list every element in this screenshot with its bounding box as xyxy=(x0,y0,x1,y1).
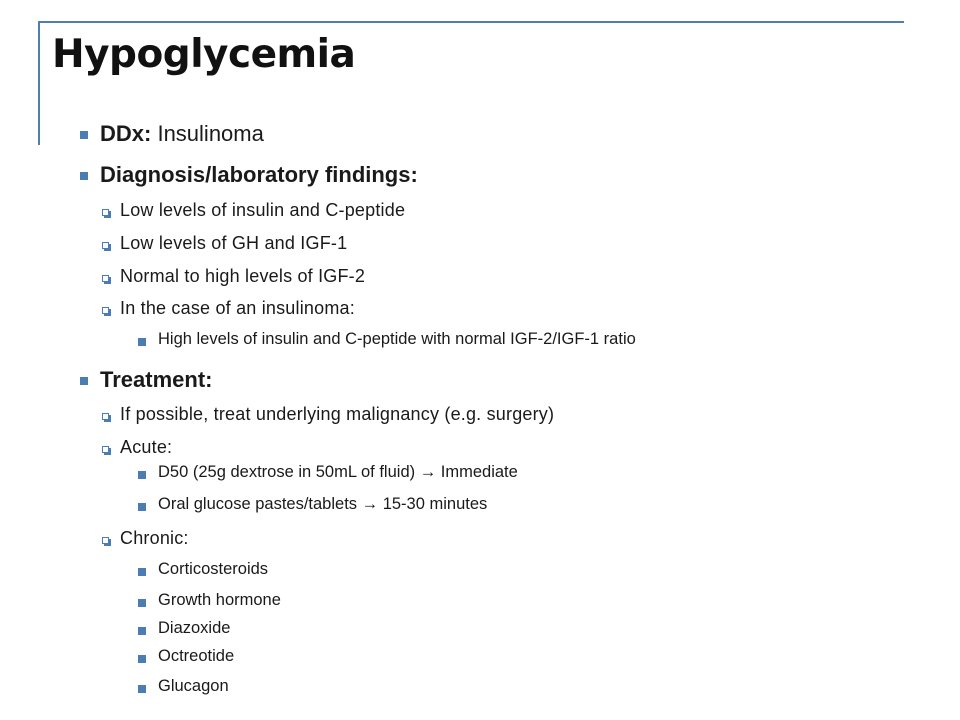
bullet-body: Chronic: xyxy=(120,528,189,548)
bullet-text xyxy=(158,647,234,666)
bullet-text xyxy=(100,121,264,147)
square-bullet-icon xyxy=(138,503,146,511)
bullet-text xyxy=(100,162,418,188)
bullet-text xyxy=(100,367,212,393)
square-bullet-icon xyxy=(80,172,88,180)
bullet-body: Glucagon xyxy=(158,677,229,695)
bullet-text xyxy=(120,528,189,549)
bullet-body: Normal to high levels of IGF-2 xyxy=(120,266,366,286)
hollow-square-bullet-icon xyxy=(102,537,109,544)
square-bullet-icon xyxy=(138,338,146,346)
hollow-square-bullet-icon xyxy=(102,446,109,453)
bullet-body: High levels of insulin and C-peptide with normal IGF-2/IGF-1 ratio xyxy=(158,330,636,348)
square-bullet-icon xyxy=(138,685,146,693)
hollow-square-bullet-icon xyxy=(102,242,109,249)
bullet-text xyxy=(158,591,281,610)
bullet-text xyxy=(120,266,365,287)
bullet-text xyxy=(120,298,355,319)
bullet-body: Low levels of GH and IGF-1 xyxy=(120,233,348,253)
bullet-text xyxy=(120,200,405,221)
bullet-body: Acute: xyxy=(120,437,173,457)
bullet-heading: Treatment: xyxy=(100,367,213,392)
bullet-text xyxy=(120,404,554,425)
square-bullet-icon xyxy=(138,568,146,576)
bullet-heading: Diagnosis/laboratory findings: xyxy=(100,162,418,187)
square-bullet-icon xyxy=(138,471,146,479)
bullet-text xyxy=(158,677,229,696)
bullet-text xyxy=(158,463,518,482)
hollow-square-bullet-icon xyxy=(102,275,109,282)
bullet-text xyxy=(158,330,636,349)
bullet-body: Octreotide xyxy=(158,647,235,665)
bullet-text xyxy=(120,233,347,254)
bullet-body: If possible, treat underlying malignancy (e.g. surgery) xyxy=(120,404,555,424)
square-bullet-icon xyxy=(80,131,88,139)
bullet-body: Diazoxide xyxy=(158,619,231,637)
bullet-text xyxy=(158,619,230,638)
hollow-square-bullet-icon xyxy=(102,307,109,314)
square-bullet-icon xyxy=(138,655,146,663)
bullet-heading: DDx: xyxy=(100,121,152,146)
bullet-body: In the case of an insulinoma: xyxy=(120,298,355,318)
hollow-square-bullet-icon xyxy=(102,413,109,420)
bullet-body: Insulinoma xyxy=(151,121,264,146)
square-bullet-icon xyxy=(138,627,146,635)
bullet-body: D50 (25g dextrose in 50mL of fluid) → Immediate xyxy=(158,463,518,481)
slide-title: Hypoglycemia xyxy=(52,32,356,77)
bullet-body: Low levels of insulin and C-peptide xyxy=(120,200,406,220)
hollow-square-bullet-icon xyxy=(102,209,109,216)
bullet-body: Growth hormone xyxy=(158,591,281,609)
bullet-body: Corticosteroids xyxy=(158,560,269,578)
square-bullet-icon xyxy=(80,377,88,385)
bullet-text xyxy=(158,495,487,514)
bullet-body: Oral glucose pastes/tablets → 15-30 minutes xyxy=(158,495,488,513)
bullet-text xyxy=(120,437,172,458)
bullet-text xyxy=(158,560,268,579)
square-bullet-icon xyxy=(138,599,146,607)
